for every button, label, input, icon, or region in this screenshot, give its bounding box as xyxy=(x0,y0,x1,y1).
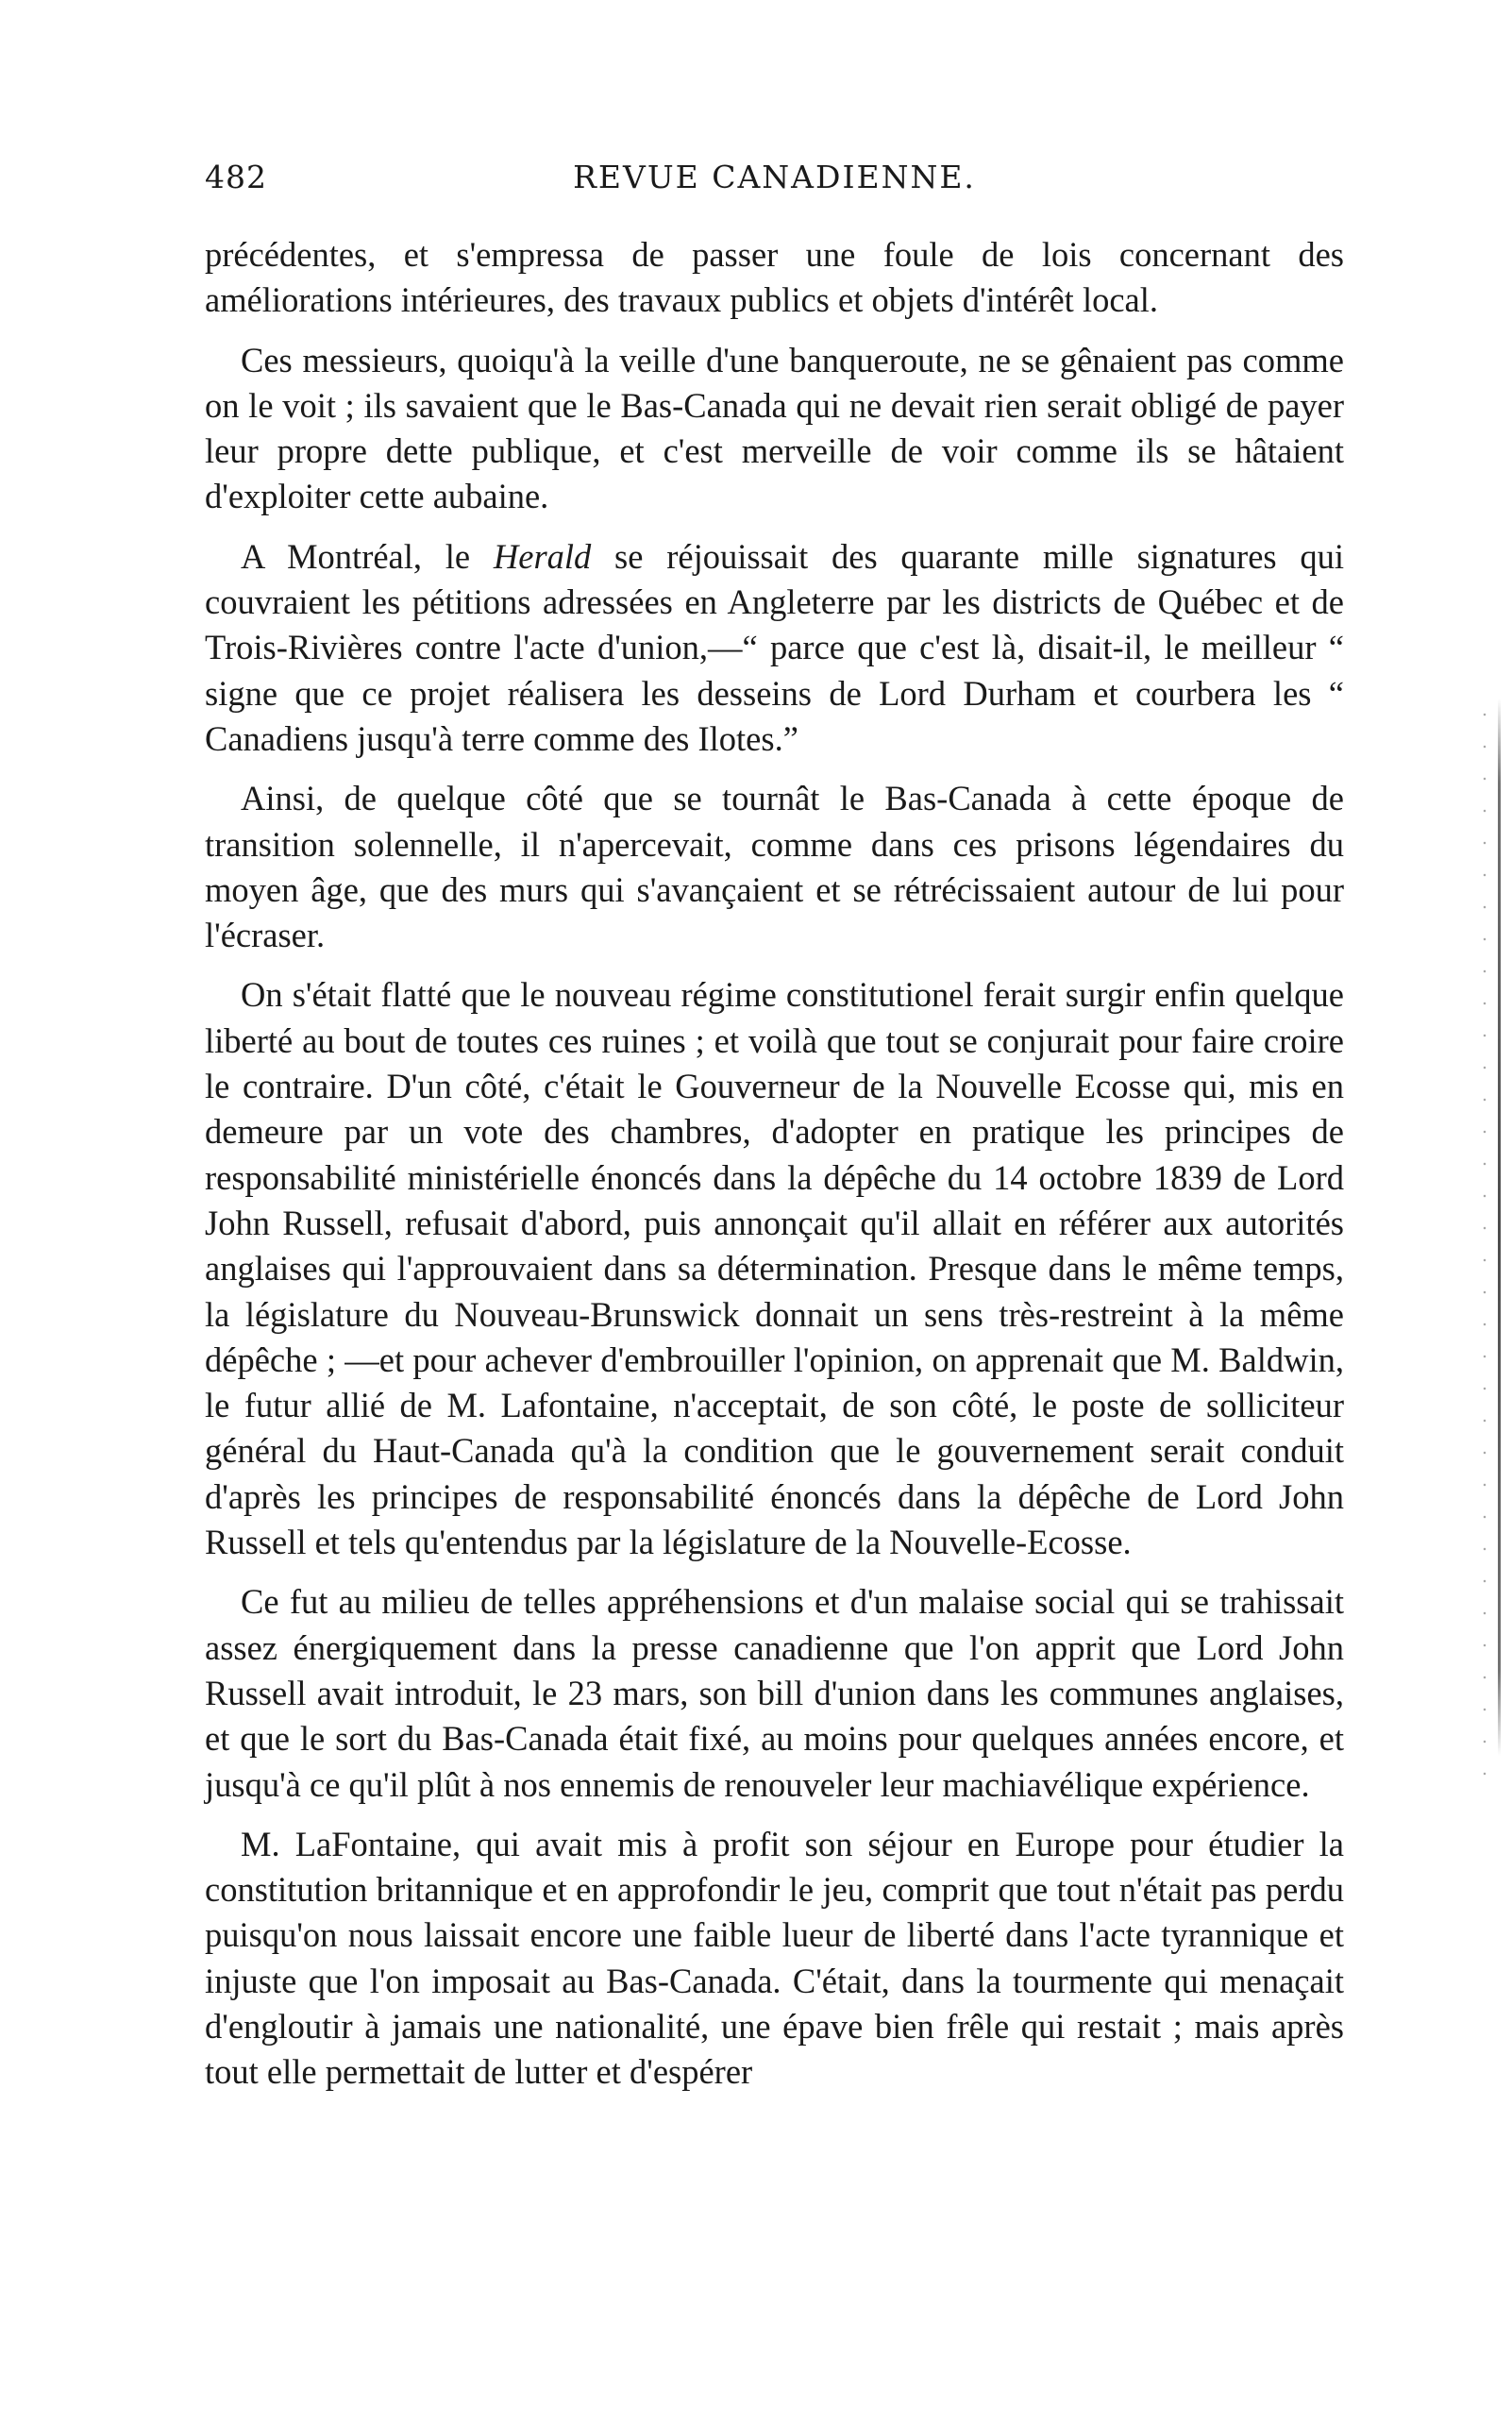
paragraph-2: Ces messieurs, quoiqu'à la veille d'une banqueroute, ne se gênaient pas comme on le voit ; ils savaient que le Bas-Canada qui ne devait rien serait obligé de payer leur propre dette publique, et c'est merveille de voir comme ils se hâtaient d'exploiter cette aubaine. xyxy=(205,340,1344,516)
paragraph-6: Ce fut au milieu de telles appréhensions et d'un malaise social qui se trahissait assez énergiquement dans la presse canadienne que l'on apprit que Lord John Russell avait introduit, le 23 mars, son bill d'union dans les communes anglaises, et que le sort du Bas-Canada était fixé, au moins pour quelques années encore, et jusqu'à ce qu'il plût à nos ennemis de renouveler leur machiavélique expérience. xyxy=(205,1582,1344,1804)
paragraph-4: Ainsi, de quelque côté que se tournât le Bas-Canada à cette époque de transition solennelle, il n'apercevait, comme dans ces prisons légendaires du moyen âge, que des murs qui s'avançaient et se rétrécissaient autour de lui pour l'écraser. xyxy=(205,779,1344,955)
paragraph-7: M. LaFontaine, qui avait mis à profit son séjour en Europe pour étudier la constitution britannique et en approfondir le jeu, comprit que tout n'était pas perdu puisqu'on nous laissait encore une faible lueur de liberté dans l'acte tyrannique et injuste que l'on imposait au Bas-Canada. C'était, dans la tourmente qui menaçait d'engloutir à jamais une nationalité, une épave bien frêle qui restait ; mais après tout elle permettait de lutter et d'espérer xyxy=(205,1824,1344,2092)
paragraph-3-lead: A Montréal, le xyxy=(241,536,494,576)
scan-artifact-edge xyxy=(1498,699,1501,1756)
paragraph-1: précédentes, et s'empressa de passer une foule de lois concernant des améliorations intérieures, des travaux publics et objets d'intérêt local. xyxy=(205,235,1344,320)
paragraph-3-rest: se réjouissait des quarante mille signatures qui couvraient les pétitions adressées en Angleterre par les districts de Québec et de Trois-Rivières contre l'acte d'union,—“ parce que c'est là, disait-il, le meilleur “ signe que ce projet réalisera les desseins de Lord Durham et courbera les “ Canadiens jusqu'à terre comme des Ilotes.” xyxy=(205,536,1344,758)
body-text xyxy=(205,232,1344,2110)
scan-artifact-dots xyxy=(1482,699,1487,1784)
paragraph-3 xyxy=(205,534,1344,762)
journal-title: REVUE CANADIENNE. xyxy=(573,159,976,195)
page-number: 482 xyxy=(205,159,267,195)
running-head xyxy=(205,159,1344,200)
newspaper-title-herald: Herald xyxy=(493,536,592,576)
paragraph-5: On s'était flatté que le nouveau régime constitutionel ferait surgir enfin quelque liberté au bout de toutes ces ruines ; et voilà que tout se conjurait pour faire croire le contraire. D'un côté, c'était le Gouverneur de la Nouvelle Ecosse qui, mis en demeure par un vote des chambres, d'adopter en pratique les principes de responsabilité ministérielle énoncés dans la dépêche du 14 octobre 1839 de Lord John Russell, refusait d'abord, puis annonçait qu'il allait en référer aux autorités anglaises qui l'approuvaient dans sa détermination. Presque dans le même temps, la législature du Nouveau-Brunswick donnait un sens très-restreint à la même dépêche ; —et pour achever d'embrouiller l'opinion, on apprenait que M. Baldwin, le futur allié de M. Lafontaine, n'acceptait, de son côté, le poste de solliciteur général du Haut-Canada qu'à la condition que le gouvernement serait conduit d'après les principes de responsabilité énoncés dans la dépêche de Lord John Russell et tels qu'entendus par la législature de la Nouvelle-Ecosse. xyxy=(205,975,1344,1562)
